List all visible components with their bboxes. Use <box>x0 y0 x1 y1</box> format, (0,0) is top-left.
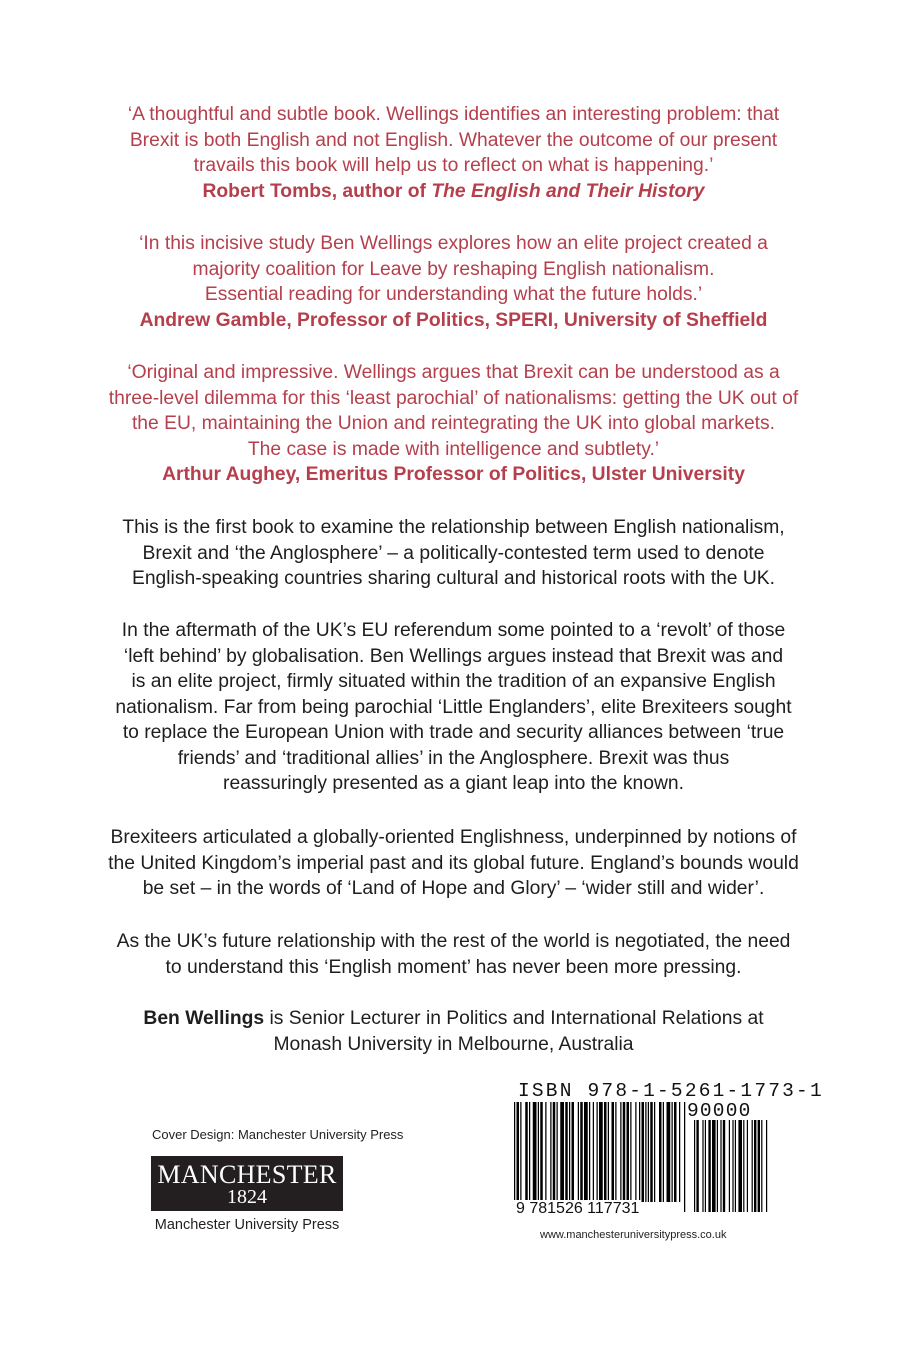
barcode-bar <box>663 1102 664 1202</box>
barcode-addon-bar <box>723 1120 725 1212</box>
barcode-bar <box>557 1102 558 1202</box>
barcode-bar <box>654 1102 655 1202</box>
barcode-bar <box>639 1102 640 1202</box>
barcode-addon-bar <box>761 1120 762 1212</box>
bio-line-1 <box>40 1006 867 1032</box>
quote-line: three-level dilemma for this ‘least parochial’ of nationalisms: getting the UK out of <box>108 387 799 409</box>
paragraph-line: to replace the European Union with trade and security alliances between ‘true <box>122 722 785 743</box>
quote-line: majority coalition for Leave by reshaping English nationalism. <box>192 258 715 280</box>
publisher-url: www.manchesteruniversitypress.co.uk <box>540 1229 727 1241</box>
quote-line: The case is made with intelligence and subtlety.’ <box>247 438 660 460</box>
paragraph-line: Brexit and ‘the Anglosphere’ – a politically-contested term used to denote <box>142 542 765 564</box>
barcode-bar <box>650 1102 653 1202</box>
barcode-bar <box>623 1102 626 1202</box>
quote-line: ‘A thoughtful and subtle book. Wellings identifies an interesting problem: that <box>127 104 780 125</box>
paragraph-line: As the UK’s future relationship with the rest of the world is negotiated, the need <box>116 931 791 952</box>
barcode-bar <box>538 1102 539 1202</box>
quote-line: Brexit is both English and not English. Whatever the outcome of our present <box>129 129 778 151</box>
cover-design-credit: Cover Design: Manchester University Press <box>152 1127 404 1142</box>
paragraph-line: ‘left behind’ by globalisation. Ben Wellings argues instead that Brexit was and <box>123 645 784 667</box>
manchester-logo <box>151 1156 343 1211</box>
barcode-bar <box>533 1102 537 1202</box>
barcode-bar <box>604 1102 607 1202</box>
barcode-bar <box>648 1102 649 1202</box>
barcode-bar <box>514 1102 515 1212</box>
barcode-addon-bar <box>743 1120 744 1212</box>
barcode-addon-bar <box>758 1120 760 1212</box>
barcode-bar <box>599 1102 603 1212</box>
author-bio <box>40 1006 867 1057</box>
barcode-bar <box>529 1102 530 1202</box>
barcode-addon-bar <box>720 1120 721 1212</box>
barcode-bar <box>572 1102 575 1202</box>
paragraph-line: is an elite project, firmly situated within the tradition of an expansive English <box>131 671 776 692</box>
barcode-bar <box>642 1102 645 1202</box>
barcode-bar <box>520 1102 521 1202</box>
barcode-addon-bar <box>747 1120 748 1212</box>
endorsement-quote-2 <box>40 231 867 333</box>
quote-line: ‘In this incisive study Ben Wellings explores how an elite project created a <box>139 233 768 254</box>
author-name: Ben Wellings <box>143 1008 265 1029</box>
barcode-bar <box>674 1102 677 1202</box>
logo-press-name: Manchester University Press <box>154 1217 340 1233</box>
blurb-paragraph-4 <box>40 929 867 980</box>
barcode-bar <box>550 1102 551 1202</box>
price-code: 90000 <box>687 1100 752 1122</box>
barcode-bar <box>540 1102 543 1202</box>
logo-name: MANCHESTER <box>157 1160 337 1189</box>
quote-attribution <box>40 179 867 205</box>
quote-line: travails this book will help us to reflect on what is happening.’ <box>193 155 714 176</box>
barcode-addon-bar <box>717 1120 718 1212</box>
barcode-bar <box>525 1102 528 1202</box>
barcode-addon-bar <box>754 1120 756 1212</box>
barcode-bar <box>580 1102 583 1202</box>
barcode-bar <box>615 1102 616 1202</box>
bio-text: is Senior Lecturer in Politics and International Relations at <box>264 1008 764 1029</box>
barcode-bar <box>612 1102 615 1202</box>
barcode-bar <box>620 1102 621 1202</box>
bio-line-2: Monash University in Melbourne, Australia <box>273 1033 634 1055</box>
attribution-text: Robert Tombs, author of <box>202 180 432 202</box>
paragraph-line: Brexiteers articulated a globally-oriented Englishness, underpinned by notions of <box>110 827 797 848</box>
barcode-addon-bar <box>766 1120 767 1212</box>
barcode-bar <box>630 1102 631 1202</box>
barcode-addon-bar <box>738 1120 742 1212</box>
barcode-bar <box>545 1102 546 1202</box>
barcode-bar <box>565 1102 568 1202</box>
barcode-bar <box>597 1102 598 1212</box>
quote-line: the EU, maintaining the Union and reintegrating the UK into global markets. <box>131 413 776 434</box>
barcode-addon-bar <box>732 1120 733 1212</box>
paragraph-line: to understand this ‘English moment’ has never been more pressing. <box>165 956 742 978</box>
barcode-addon-bar <box>705 1120 706 1212</box>
quote-attribution: Andrew Gamble, Professor of Politics, SPERI, University of Sheffield <box>139 309 768 331</box>
barcode-addon-bar <box>702 1120 703 1212</box>
blurb-paragraph-2 <box>40 618 867 797</box>
paragraph-line: nationalism. Far from being parochial ‘Little Englanders’, elite Brexiteers sought <box>115 696 792 718</box>
barcode-addon-bar <box>694 1120 695 1212</box>
paragraph-line: In the aftermath of the UK’s EU referendum some pointed to a ‘revolt’ of those <box>121 620 786 641</box>
barcode-bar <box>584 1102 588 1202</box>
paragraph-line: This is the first book to examine the relationship between English nationalism, <box>122 517 785 538</box>
endorsement-quote-1 <box>40 102 867 204</box>
attribution-book-title: The English and Their History <box>431 180 705 202</box>
barcode-digits: 9 781526 117731 <box>516 1200 640 1217</box>
barcode-addon-bar <box>696 1120 698 1212</box>
barcode-addon-bar <box>712 1120 716 1212</box>
quote-line: Essential reading for understanding what the future holds.’ <box>204 284 703 305</box>
barcode-bar <box>635 1102 636 1202</box>
paragraph-line: be set – in the words of ‘Land of Hope and Glory’ – ‘wider still and wider’. <box>142 878 765 899</box>
quote-line: ‘Original and impressive. Wellings argues that Brexit can be understood as a <box>127 362 780 383</box>
barcode-addon-bar <box>752 1120 753 1212</box>
barcode-bar <box>589 1102 590 1202</box>
paragraph-line: reassuringly presented as a giant leap into the known. <box>223 773 684 794</box>
barcode-bar <box>608 1102 609 1202</box>
paragraph-line: friends’ and ‘traditional allies’ in the Anglosphere. Brexit was thus <box>177 747 730 769</box>
logo-year: 1824 <box>227 1186 267 1208</box>
barcode-bar <box>667 1102 671 1202</box>
barcode-bar <box>560 1102 564 1202</box>
barcode-addon-bar <box>735 1120 736 1212</box>
barcode-bar <box>627 1102 630 1202</box>
barcode-bar <box>672 1102 673 1202</box>
endorsement-quote-3 <box>40 360 867 488</box>
barcode-addon-bar <box>729 1120 730 1212</box>
blurb-paragraph-1 <box>40 515 867 592</box>
barcode-bar <box>517 1102 520 1212</box>
barcode-bar <box>645 1102 646 1202</box>
barcode-bar <box>684 1102 685 1212</box>
quote-attribution: Arthur Aughey, Emeritus Professor of Politics, Ulster University <box>162 464 745 485</box>
blurb-paragraph-3 <box>40 825 867 902</box>
paragraph-line: the United Kingdom’s imperial past and its global future. England’s bounds would <box>108 852 799 874</box>
barcode-bar <box>593 1102 594 1202</box>
isbn-label: ISBN 978-1-5261-1773-1 <box>518 1080 824 1102</box>
barcode-addon-bar <box>708 1120 710 1212</box>
barcode-bar <box>569 1102 570 1202</box>
barcode-bar <box>679 1102 680 1202</box>
barcode-bar <box>553 1102 556 1202</box>
paragraph-line: English-speaking countries sharing cultural and historical roots with the UK. <box>131 568 776 589</box>
barcode-bar <box>578 1102 579 1202</box>
barcode-bar <box>659 1102 662 1202</box>
